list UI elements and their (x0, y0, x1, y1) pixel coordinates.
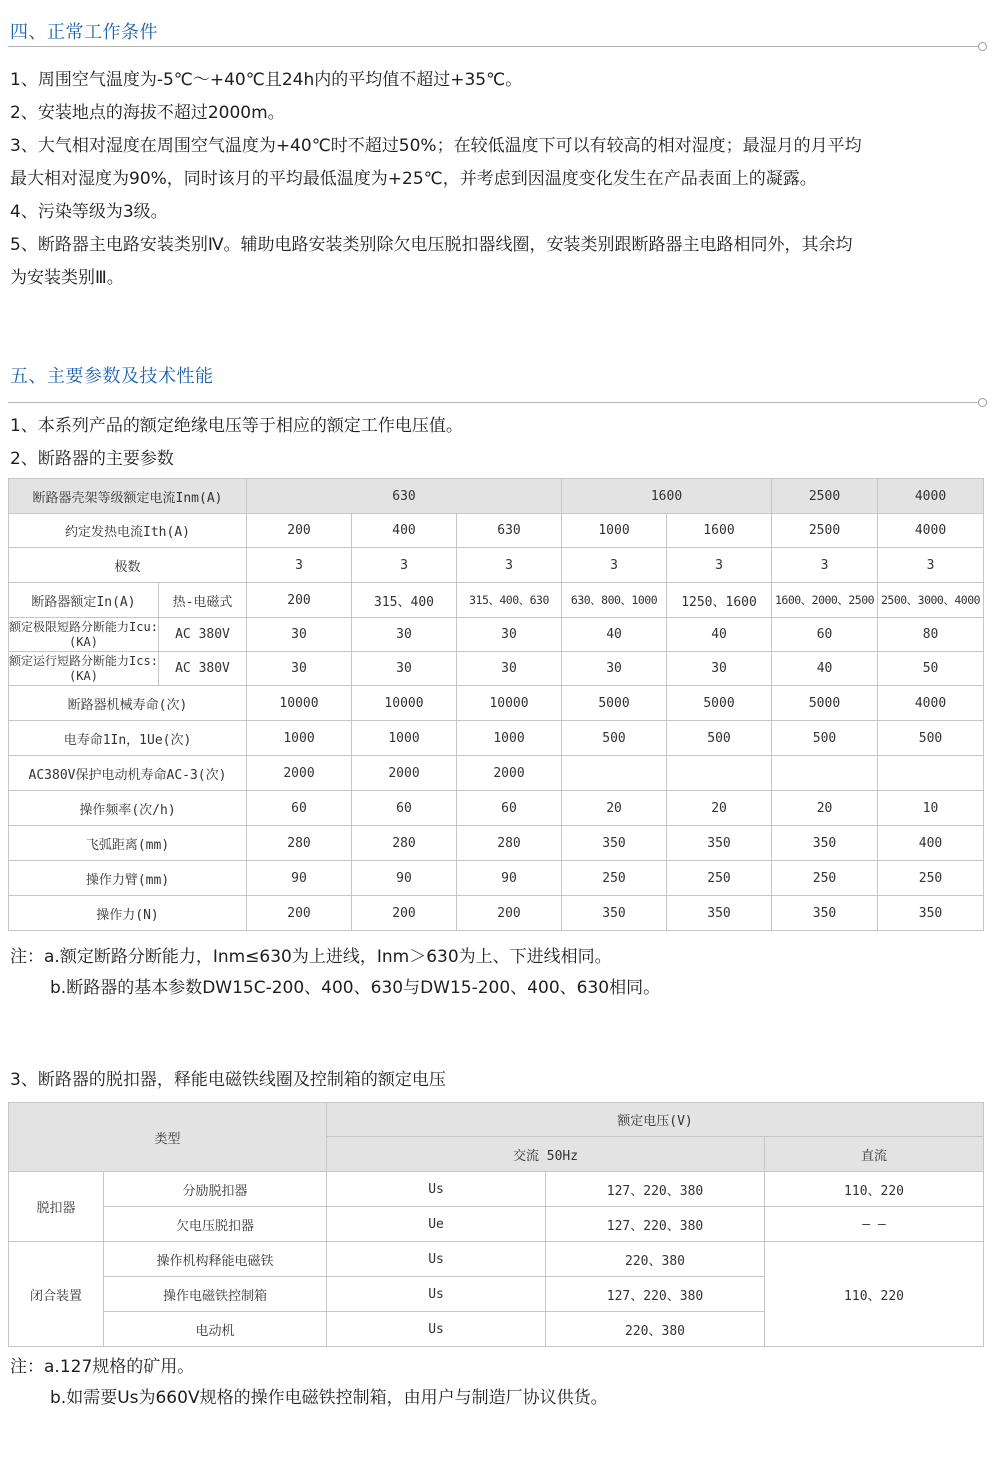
row-sublabel: AC 380V (159, 652, 247, 686)
dc-value: — — (765, 1207, 984, 1242)
table-cell: 350 (667, 826, 772, 861)
table-cell: 3 (457, 548, 562, 583)
table-row (9, 791, 984, 826)
table-cell: 2500 (772, 514, 878, 548)
table-row (9, 583, 984, 618)
table-cell: 1000 (247, 721, 352, 756)
row-label: 断路器机械寿命(次) (9, 686, 247, 721)
table-cell: 40 (667, 618, 772, 652)
table-cell: 90 (247, 861, 352, 896)
device-name: 欠电压脱扣器 (104, 1207, 327, 1242)
row-label: AC380V保护电动机寿命AC-3(次) (9, 756, 247, 791)
table-cell: 30 (562, 652, 667, 686)
table-cell: 3 (667, 548, 772, 583)
condition-1: 1、周围空气温度为-5℃～+40℃且24h内的平均值不超过+35℃。 (10, 70, 523, 90)
table-cell: 500 (667, 721, 772, 756)
group-closing: 闭合装置 (9, 1242, 104, 1347)
table-cell: 1000 (457, 721, 562, 756)
table-cell: 500 (562, 721, 667, 756)
table-cell: 500 (772, 721, 878, 756)
rated-voltage-table (8, 1102, 984, 1347)
table-cell: 200 (352, 896, 457, 931)
table-cell: 315、400 (352, 583, 457, 618)
table-cell: 280 (352, 826, 457, 861)
row-label: 约定发热电流Ith(A) (9, 514, 247, 548)
table-cell: 30 (247, 652, 352, 686)
table-cell: 20 (772, 791, 878, 826)
table-cell: 1600 (667, 514, 772, 548)
table-cell: 350 (562, 896, 667, 931)
dc-value: 110、220 (765, 1242, 984, 1347)
table-cell: 2500、3000、4000 (878, 583, 984, 618)
table-cell: 2000 (247, 756, 352, 791)
section-5-title: 五、主要参数及技术性能 (10, 366, 214, 387)
frame-2500: 2500 (772, 479, 878, 514)
table-cell: 350 (772, 826, 878, 861)
table-cell: 630 (457, 514, 562, 548)
table-cell: 350 (562, 826, 667, 861)
row-label: 断路器额定In(A) (9, 583, 159, 618)
table-cell: 200 (457, 896, 562, 931)
table-cell: 30 (667, 652, 772, 686)
table-cell: 3 (772, 548, 878, 583)
row-label: 飞弧距离(mm) (9, 826, 247, 861)
table-cell: 200 (247, 514, 352, 548)
table-cell: 60 (457, 791, 562, 826)
table-cell: 250 (562, 861, 667, 896)
rated-voltage-header: 额定电压(V) (327, 1103, 984, 1137)
table-cell: 3 (247, 548, 352, 583)
condition-4: 4、污染等级为3级。 (10, 202, 168, 222)
table-cell: 630、800、1000 (562, 583, 667, 618)
table-cell: 3 (562, 548, 667, 583)
table-2-notes (10, 1352, 608, 1414)
divider-dot-icon (978, 398, 987, 407)
frame-630: 630 (247, 479, 562, 514)
table-cell: 4000 (878, 514, 984, 548)
table-cell: 30 (352, 652, 457, 686)
table-cell: 250 (772, 861, 878, 896)
table-row (9, 548, 984, 583)
table-row (9, 618, 984, 652)
condition-3: 3、大气相对湿度在周围空气温度为+40℃时不超过50%；在较低温度下可以有较高的相对湿度；最湿月的月平均 (10, 136, 862, 156)
device-name: 操作机构释能电磁铁 (104, 1242, 327, 1277)
table-cell: 3 (352, 548, 457, 583)
table-cell: 10 (878, 791, 984, 826)
table-cell: 200 (247, 583, 352, 618)
table-cell: 10000 (457, 686, 562, 721)
row-label: 操作频率(次/h) (9, 791, 247, 826)
release-section-title: 3、断路器的脱扣器，释能电磁铁线圈及控制箱的额定电压 (10, 1070, 446, 1090)
device-name: 操作电磁铁控制箱 (104, 1277, 327, 1312)
voltage-symbol: Us (327, 1312, 546, 1347)
table-cell: 90 (352, 861, 457, 896)
ac-header: 交流 50Hz (327, 1137, 765, 1172)
table-cell: 400 (878, 826, 984, 861)
table-row (9, 756, 984, 791)
table-cell: 40 (562, 618, 667, 652)
table-cell: 5000 (772, 686, 878, 721)
table-cell: 60 (247, 791, 352, 826)
row-label: 极数 (9, 548, 247, 583)
table-cell: 30 (247, 618, 352, 652)
dc-header: 直流 (765, 1137, 984, 1172)
note-a: 注：a.额定断路分断能力，Inm≤630为上进线，Inm＞630为上、下进线相同。 (10, 947, 612, 967)
ac-value: 127、220、380 (546, 1277, 765, 1312)
table-row (9, 686, 984, 721)
section-4-body (10, 64, 990, 295)
device-name: 分励脱扣器 (104, 1172, 327, 1207)
ac-value: 127、220、380 (546, 1207, 765, 1242)
table-row (9, 514, 984, 548)
table-1-notes (10, 942, 660, 1004)
section-4-title: 四、正常工作条件 (10, 22, 158, 43)
table-header-row (9, 1103, 984, 1137)
table-cell (878, 756, 984, 791)
section-5-divider (8, 402, 980, 403)
table-cell (772, 756, 878, 791)
table-cell: 350 (667, 896, 772, 931)
table-cell: 20 (562, 791, 667, 826)
condition-3-cont: 最大相对湿度为90%，同时该月的平均最低温度为+25℃，并考虑到因温度变化发生在产品表面上的凝露。 (10, 169, 817, 189)
table-cell: 1600、2000、2500 (772, 583, 878, 618)
table-row (9, 652, 984, 686)
divider-dot-icon (978, 42, 987, 51)
row-label: 电寿命1In，1Ue(次) (9, 721, 247, 756)
ac-value: 127、220、380 (546, 1172, 765, 1207)
voltage-symbol: Ue (327, 1207, 546, 1242)
table-row (9, 896, 984, 931)
voltage-symbol: Us (327, 1277, 546, 1312)
type-header: 类型 (9, 1103, 327, 1172)
table-cell: 10000 (352, 686, 457, 721)
table-cell: 1000 (562, 514, 667, 548)
table-row (9, 826, 984, 861)
table-row (9, 1242, 984, 1277)
table-cell: 20 (667, 791, 772, 826)
section-4-divider (8, 46, 980, 47)
table-cell: 280 (247, 826, 352, 861)
table-cell: 60 (352, 791, 457, 826)
table-cell (562, 756, 667, 791)
table-cell: 50 (878, 652, 984, 686)
table-cell: 280 (457, 826, 562, 861)
table-row (9, 721, 984, 756)
row-label: 额定极限短路分断能力Icu:(KA) (9, 618, 159, 652)
table-cell: 90 (457, 861, 562, 896)
table-cell: 4000 (878, 686, 984, 721)
table-cell: 250 (667, 861, 772, 896)
row-sublabel: AC 380V (159, 618, 247, 652)
table-cell: 2000 (352, 756, 457, 791)
note-b: b.如需要Us为660V规格的操作电磁铁控制箱，由用户与制造厂协议供货。 (50, 1388, 608, 1408)
device-name: 电动机 (104, 1312, 327, 1347)
table-cell: 80 (878, 618, 984, 652)
condition-5-cont: 为安装类别Ⅲ。 (10, 268, 124, 288)
note-a: 注：a.127规格的矿用。 (10, 1357, 195, 1377)
table-cell: 40 (772, 652, 878, 686)
table-header-row (9, 479, 984, 514)
row-sublabel: 热-电磁式 (159, 583, 247, 618)
param-intro-2: 2、断路器的主要参数 (10, 449, 174, 469)
table-cell: 5000 (667, 686, 772, 721)
table-cell: 350 (878, 896, 984, 931)
table-cell: 250 (878, 861, 984, 896)
main-parameters-table (8, 478, 984, 931)
table-cell: 60 (772, 618, 878, 652)
table-cell: 200 (247, 896, 352, 931)
table-cell: 1000 (352, 721, 457, 756)
table-row (9, 861, 984, 896)
condition-5: 5、断路器主电路安装类别Ⅳ。辅助电路安装类别除欠电压脱扣器线圈，安装类别跟断路器主电路相同外，其余均 (10, 235, 853, 255)
row-label: 额定运行短路分断能力Ics:(KA) (9, 652, 159, 686)
table-cell: 5000 (562, 686, 667, 721)
note-b: b.断路器的基本参数DW15C-200、400、630与DW15-200、400、630相同。 (50, 978, 661, 998)
table-cell: 10000 (247, 686, 352, 721)
frame-current-label: 断路器壳架等级额定电流Inm(A) (9, 479, 247, 514)
table-cell: 2000 (457, 756, 562, 791)
table-cell: 3 (878, 548, 984, 583)
row-label: 操作力(N) (9, 896, 247, 931)
ac-value: 220、380 (546, 1312, 765, 1347)
voltage-symbol: Us (327, 1172, 546, 1207)
table-cell: 500 (878, 721, 984, 756)
table-cell: 350 (772, 896, 878, 931)
table-cell: 30 (457, 652, 562, 686)
table-cell: 30 (457, 618, 562, 652)
table-cell: 400 (352, 514, 457, 548)
section-5-body (10, 410, 990, 476)
condition-2: 2、安装地点的海拔不超过2000m。 (10, 103, 285, 123)
frame-1600: 1600 (562, 479, 772, 514)
table-cell: 30 (352, 618, 457, 652)
table-row (9, 1172, 984, 1207)
dc-value: 110、220 (765, 1172, 984, 1207)
ac-value: 220、380 (546, 1242, 765, 1277)
param-intro-1: 1、本系列产品的额定绝缘电压等于相应的额定工作电压值。 (10, 416, 463, 436)
frame-4000: 4000 (878, 479, 984, 514)
group-release: 脱扣器 (9, 1172, 104, 1242)
table-row (9, 1207, 984, 1242)
table-cell: 1250、1600 (667, 583, 772, 618)
row-label: 操作力臂(mm) (9, 861, 247, 896)
table-cell (667, 756, 772, 791)
voltage-symbol: Us (327, 1242, 546, 1277)
table-cell: 315、400、630 (457, 583, 562, 618)
